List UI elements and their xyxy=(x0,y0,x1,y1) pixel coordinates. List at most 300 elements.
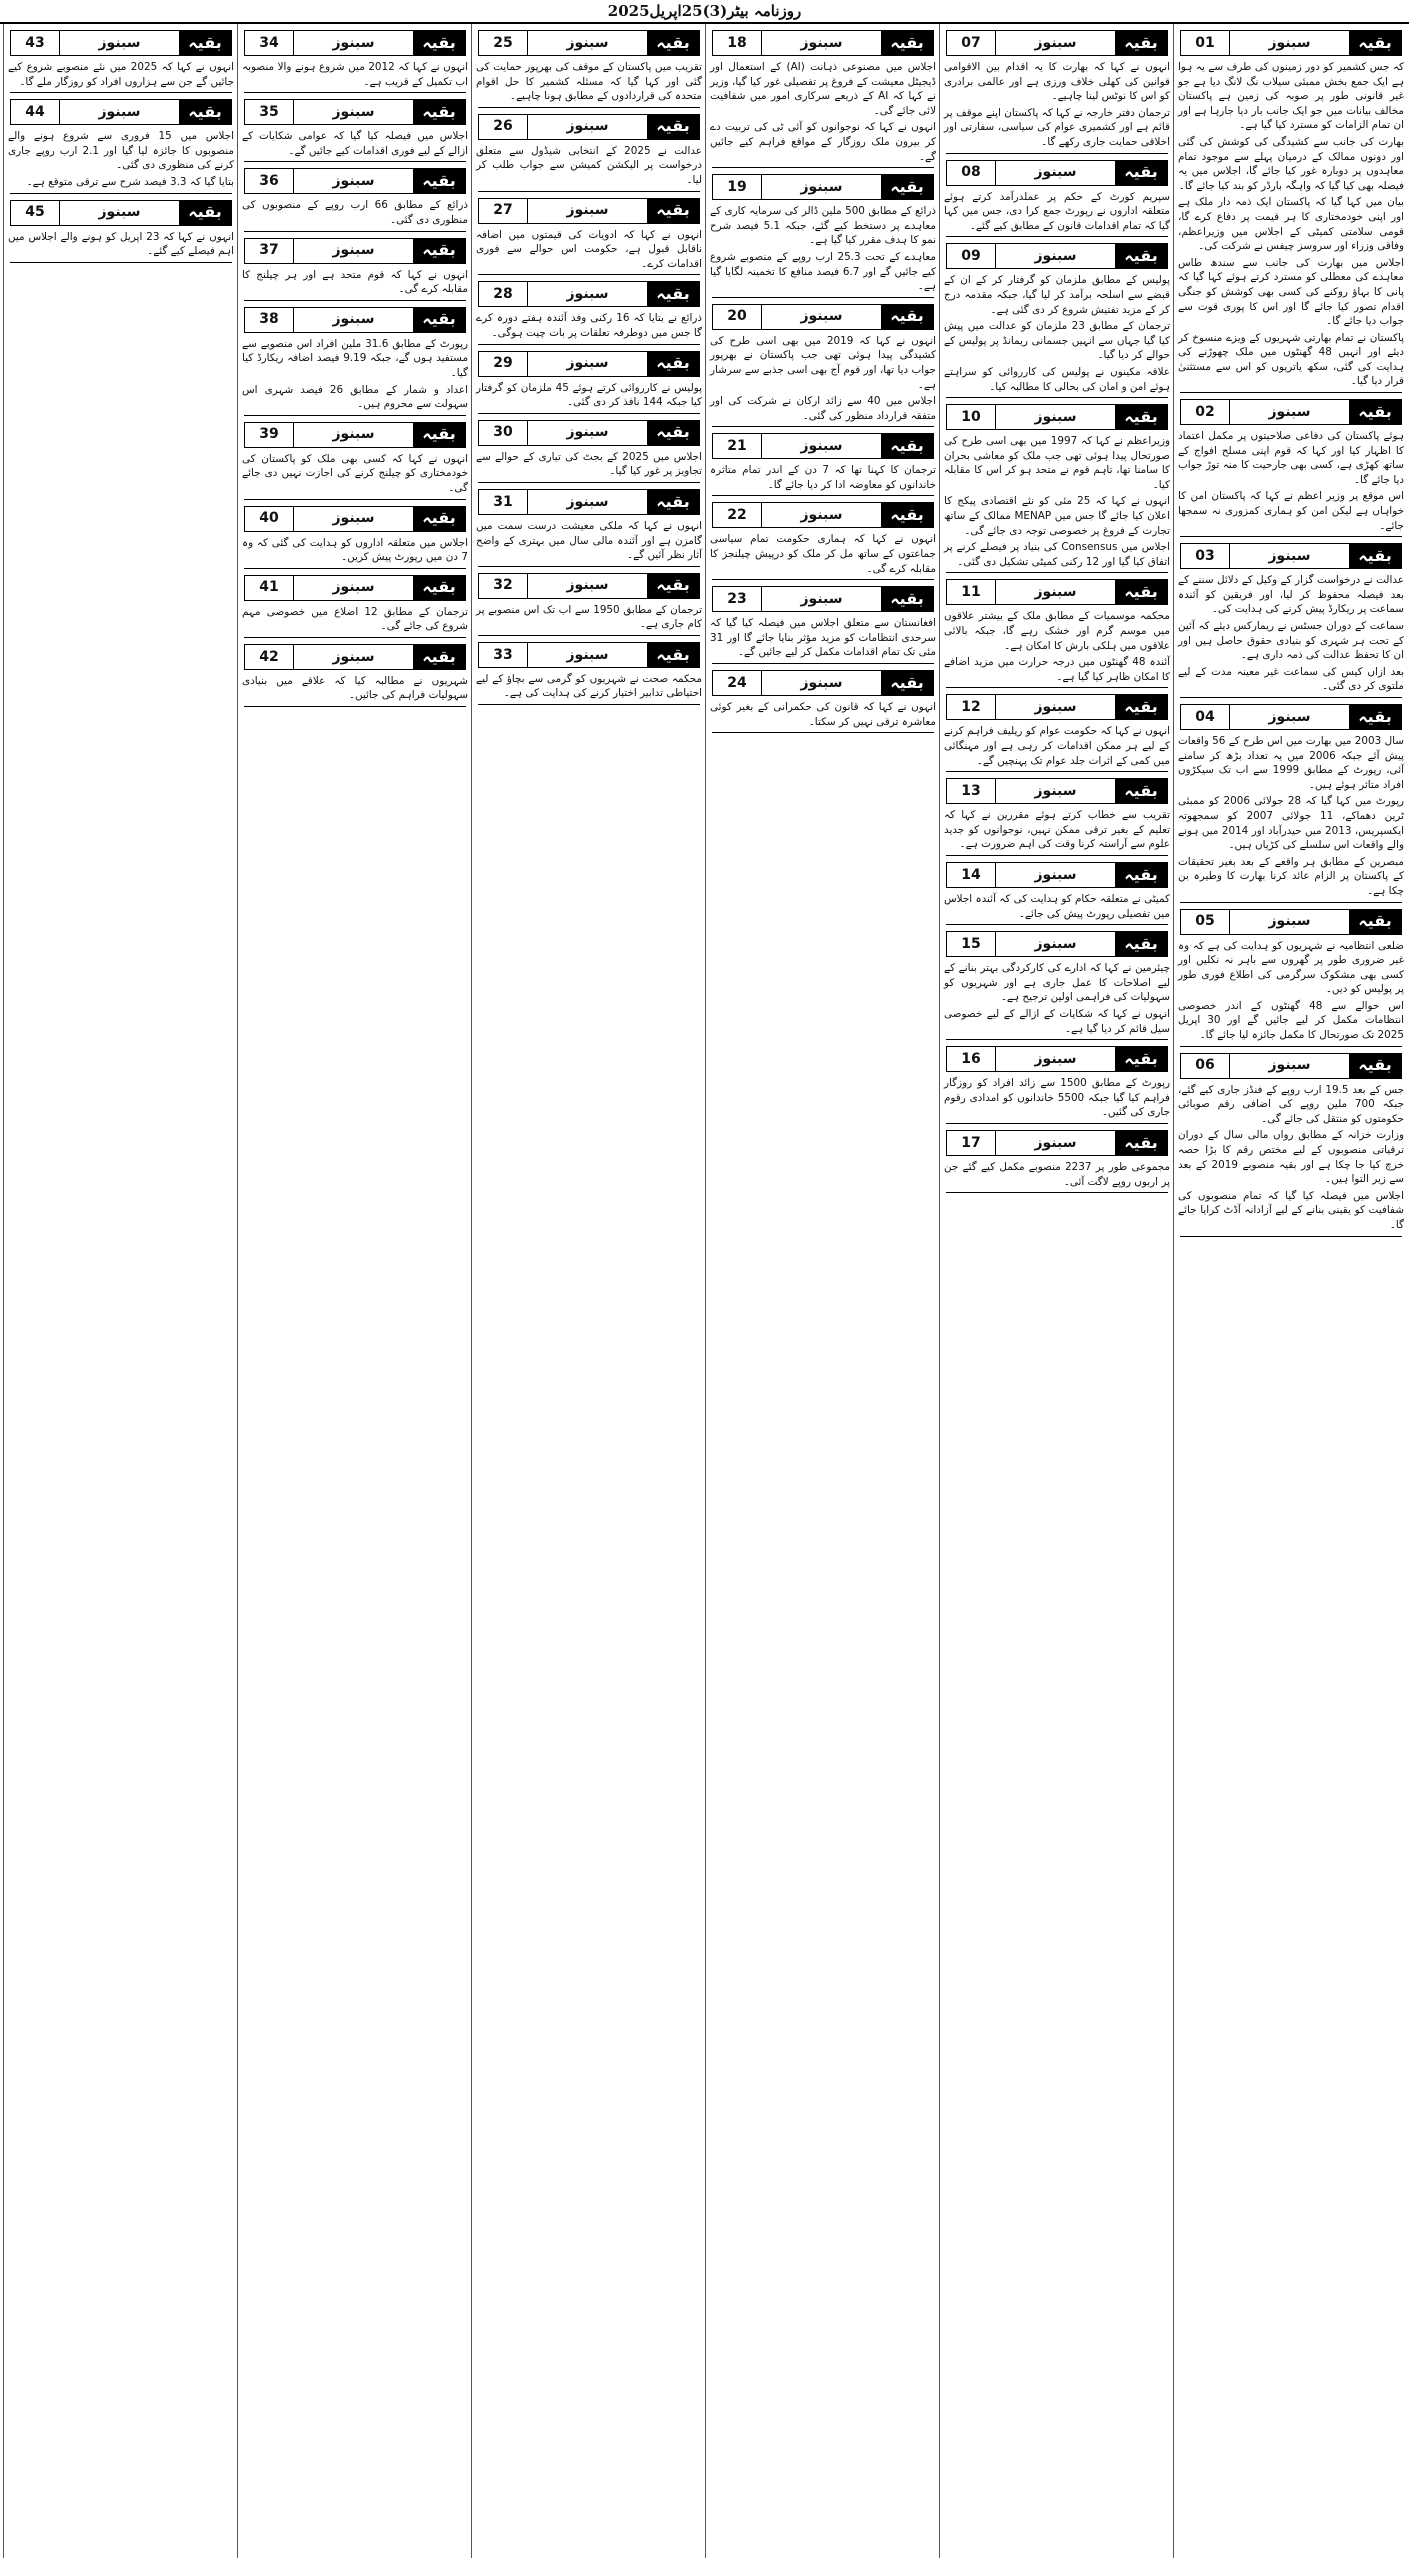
baqiya-header xyxy=(244,422,466,448)
article-paragraph: ہوئے پاکستان کی دفاعی صلاحیتوں پر مکمل اعتماد کا اظہار کیا اور کہا کہ قوم اپنی مسلح افواج کے ساتھ کھڑی ہے، کسی بھی جارحیت کا منہ توڑ جواب دیا جائے گا۔ xyxy=(1178,430,1404,486)
baqiya-header xyxy=(10,200,232,226)
baqiya-header xyxy=(478,489,700,515)
baqiya-number: 18 xyxy=(713,31,762,55)
article-paragraph: ضلعی انتظامیہ نے شہریوں کو ہدایت کی ہے کہ وہ غیر ضروری طور پر گھروں سے باہر نہ نکلیں اور کسی بھی مشکوک سرگرمی کی اطلاع فوری طور پر پولیس کو دیں۔ xyxy=(1178,939,1404,996)
baqiya-label: بقیہ xyxy=(647,421,699,445)
baqiya-header xyxy=(1180,543,1402,569)
article-paragraph: انہوں نے کہا کہ 23 اپریل کو ہونے والے اجلاس میں اہم فیصلے کیے گئے۔ xyxy=(8,230,234,258)
section-label: سبنوز xyxy=(98,103,141,120)
baqiya-header xyxy=(1180,399,1402,425)
article-paragraph: اجلاس میں فیصلہ کیا گیا کہ تمام منصوبوں کی شفافیت کو یقینی بنانے کے لیے آزادانہ آڈٹ کرایا جائے گا۔ xyxy=(1178,1189,1404,1231)
article-paragraph: انہوں نے کہا کہ ہماری حکومت تمام سیاسی جماعتوں کے ساتھ مل کر ملک کو درپیش چیلنجز کا مقابلہ کرے گی۔ xyxy=(710,533,936,575)
baqiya-label: بقیہ xyxy=(1349,1054,1401,1078)
baqiya-header xyxy=(946,931,1168,957)
article-paragraph: اجلاس میں فیصلہ کیا گیا کہ عوامی شکایات کے ازالے کے لیے فوری اقدامات کیے جائیں گے۔ xyxy=(242,130,468,157)
baqiya-number: 21 xyxy=(713,434,762,458)
news-column xyxy=(237,24,472,2558)
baqiya-label: بقیہ xyxy=(413,576,465,600)
baqiya-number: 30 xyxy=(479,421,528,445)
baqiya-label: بقیہ xyxy=(647,490,699,514)
section-divider xyxy=(1180,392,1402,393)
baqiya-number: 20 xyxy=(713,305,762,329)
section-label: سبنوز xyxy=(1034,699,1077,716)
baqiya-number: 28 xyxy=(479,282,528,306)
section-divider xyxy=(946,855,1168,856)
section-divider xyxy=(478,413,700,414)
article-paragraph: انہوں نے کہا کہ 2012 میں شروع ہونے والا منصوبہ اب تکمیل کے قریب ہے۔ xyxy=(242,61,469,88)
article-paragraph: کمیٹی نے متعلقہ حکام کو ہدایت کی کہ آئندہ اجلاس میں تفصیلی رپورٹ پیش کی جائے۔ xyxy=(944,892,1170,920)
article-paragraph: انہوں نے کہا کہ نوجوانوں کو آئی ٹی کی تربیت دے کر بیرون ملک روزگار کے مواقع فراہم کیے جائیں گے۔ xyxy=(710,121,936,163)
article-paragraph: رپورٹ میں کہا گیا کہ 28 جولائی 2006 کو ممبئی ٹرین دھماکے، 11 جولائی 2007 کو سمجھوتہ ایکسپریس، 2013 میں حیدرآباد اور 2014 میں ہونے والے واقعات اس سلسلے کی کڑیاں ہیں۔ xyxy=(1178,795,1405,852)
baqiya-number: 19 xyxy=(713,175,762,199)
article-paragraph: عدالت نے 2025 کے انتخابی شیڈول سے متعلق درخواست پر الیکشن کمیشن سے جواب طلب کر لیا۔ xyxy=(476,144,702,186)
article-paragraph: ترجمان کا کہنا تھا کہ 7 دن کے اندر تمام متاثرہ خاندانوں کو معاوضہ ادا کر دیا جائے گا۔ xyxy=(710,464,936,491)
baqiya-header xyxy=(478,573,700,599)
baqiya-label: بقیہ xyxy=(1115,31,1167,55)
baqiya-header xyxy=(946,30,1168,56)
section-label: سبنوز xyxy=(332,579,375,596)
article-paragraph: اس موقع پر وزیر اعظم نے کہا کہ پاکستان امن کا خواہاں ہے لیکن امن کو ہماری کمزوری نہ سمجھا جائے۔ xyxy=(1178,490,1404,532)
column-text xyxy=(1174,30,1408,1237)
column-text xyxy=(706,30,940,733)
section-label: سبنوز xyxy=(332,426,375,443)
baqiya-number: 04 xyxy=(1181,705,1230,729)
section-label: سبنوز xyxy=(1268,34,1311,51)
article-paragraph: ترجمان کے مطابق 12 اضلاع میں خصوصی مہم شروع کی جائے گی۔ xyxy=(242,605,468,633)
baqiya-header xyxy=(10,30,232,56)
masthead-title: روزنامہ بیٹر(3)25اپریل2025 xyxy=(607,2,802,20)
section-label: سبنوز xyxy=(566,424,609,441)
article-paragraph: انہوں نے کہا کہ کسی بھی ملک کو پاکستان کی خودمختاری کو چیلنج کرنے کی اجازت نہیں دی جائے گی۔ xyxy=(242,452,468,494)
baqiya-number: 09 xyxy=(947,244,996,268)
baqiya-label: بقیہ xyxy=(881,305,933,329)
baqiya-number: 31 xyxy=(479,490,528,514)
baqiya-number: 08 xyxy=(947,161,996,185)
section-divider xyxy=(478,482,700,483)
news-column xyxy=(3,24,238,2558)
section-divider xyxy=(1180,902,1402,903)
baqiya-number: 11 xyxy=(947,580,996,604)
news-column xyxy=(471,24,706,2558)
baqiya-number: 23 xyxy=(713,587,762,611)
baqiya-label: بقیہ xyxy=(413,645,465,669)
article-paragraph: انہوں نے کہا کہ بھارت کا یہ اقدام بین الاقوامی قوانین کی کھلی خلاف ورزی ہے اور عالمی برادری کو اس کا نوٹس لینا چاہیے۔ xyxy=(944,61,1170,103)
baqiya-header xyxy=(478,281,700,307)
section-label: سبنوز xyxy=(1268,403,1311,420)
section-label: سبنوز xyxy=(332,242,375,259)
section-divider xyxy=(478,704,700,705)
section-divider xyxy=(244,706,466,707)
baqiya-header xyxy=(712,30,934,56)
baqiya-label: بقیہ xyxy=(881,503,933,527)
article-paragraph: ترجمان کے مطابق 23 ملزمان کو عدالت میں پیش کیا گیا جہاں سے انہیں جسمانی ریمانڈ پر پولیس کے حوالے کر دیا گیا۔ xyxy=(944,320,1171,362)
section-divider xyxy=(478,566,700,567)
baqiya-header xyxy=(1180,30,1402,56)
article-paragraph: سال 2003 میں بھارت میں اس طرح کے 56 واقعات پیش آئے جبکہ 2006 میں یہ تعداد بڑھ کر سامنے آئی، رپورٹ کے مطابق 1999 سے اب تک سیکڑوں افراد متاثر ہوئے ہیں۔ xyxy=(1178,734,1404,791)
section-label: سبنوز xyxy=(98,204,141,221)
article-paragraph: افغانستان سے متعلق اجلاس میں فیصلہ کیا گیا کہ سرحدی انتظامات کو مزید مؤثر بنایا جائے گا اور 31 مئی تک تمام اقدامات مکمل کر لیے جائیں گے۔ xyxy=(710,617,936,659)
article-paragraph: اجلاس میں بھارت کی جانب سے سندھ طاس معاہدے کی معطلی کو مسترد کرتے ہوئے کہا گیا کہ پانی کا بہاؤ روکنے کی کسی بھی کوشش کو جنگی اقدام تصور کیا جائے گا اور اس کا پوری قوت سے جواب دیا جائے گا۔ xyxy=(1178,256,1404,328)
section-label: سبنوز xyxy=(1034,408,1077,425)
baqiya-number: 33 xyxy=(479,643,528,667)
baqiya-label: بقیہ xyxy=(179,31,231,55)
baqiya-header xyxy=(712,670,934,696)
baqiya-label: بقیہ xyxy=(1349,705,1401,729)
article-paragraph: علاقہ مکینوں نے پولیس کی کارروائی کو سراہتے ہوئے امن و امان کی بحالی کا مطالبہ کیا۔ xyxy=(944,365,1170,393)
article-paragraph: سماعت کے دوران جسٹس نے ریمارکس دیئے کہ آئین کے تحت ہر شہری کو بنیادی حقوق حاصل ہیں اور ان کا تحفظ عدالت کی ذمہ داری ہے۔ xyxy=(1178,620,1404,662)
section-divider xyxy=(946,1123,1168,1124)
section-divider xyxy=(712,167,934,168)
section-label: سبنوز xyxy=(566,286,609,303)
baqiya-number: 40 xyxy=(245,507,294,531)
section-label: سبنوز xyxy=(566,118,609,135)
baqiya-header xyxy=(478,420,700,446)
baqiya-header xyxy=(946,579,1168,605)
baqiya-number: 36 xyxy=(245,169,294,193)
baqiya-label: بقیہ xyxy=(881,671,933,695)
baqiya-header xyxy=(712,502,934,528)
article-paragraph: رپورٹ کے مطابق 1500 سے زائد افراد کو روزگار فراہم کیا گیا جبکہ 5500 خاندانوں کو امدادی رقوم جاری کی گئیں۔ xyxy=(944,1077,1170,1119)
baqiya-header xyxy=(244,99,466,125)
section-label: سبنوز xyxy=(1034,1134,1077,1151)
baqiya-header xyxy=(478,642,700,668)
baqiya-number: 44 xyxy=(11,100,60,124)
article-paragraph: وزارت خزانہ کے مطابق رواں مالی سال کے دوران ترقیاتی منصوبوں کے لیے مختص رقم کا بڑا حصہ خرچ کیا جا چکا ہے اور بقیہ منصوبے 2019 کے بعد سے زیر التوا ہیں۔ xyxy=(1178,1129,1404,1186)
baqiya-label: بقیہ xyxy=(1115,779,1167,803)
baqiya-number: 13 xyxy=(947,779,996,803)
baqiya-header xyxy=(946,862,1168,888)
article-paragraph: پولیس نے کارروائی کرتے ہوئے 45 ملزمان کو گرفتار کیا جبکہ 144 نافذ کر دی گئی۔ xyxy=(476,381,702,409)
baqiya-label: بقیہ xyxy=(881,175,933,199)
baqiya-header xyxy=(478,114,700,140)
baqiya-label: بقیہ xyxy=(179,100,231,124)
section-label: سبنوز xyxy=(1034,584,1077,601)
article-paragraph: وزیراعظم نے کہا کہ 1997 میں بھی اسی طرح کی صورتحال پیدا ہوئی تھی جب ملک کو معاشی بحران کا سامنا تھا، تاہم قوم نے متحد ہو کر اس کا مقابلہ کیا۔ xyxy=(944,435,1170,491)
baqiya-label: بقیہ xyxy=(179,201,231,225)
baqiya-label: بقیہ xyxy=(413,169,465,193)
baqiya-number: 42 xyxy=(245,645,294,669)
baqiya-header xyxy=(1180,704,1402,730)
baqiya-label: بقیہ xyxy=(413,308,465,332)
baqiya-label: بقیہ xyxy=(1349,31,1401,55)
baqiya-number: 37 xyxy=(245,239,294,263)
section-label: سبنوز xyxy=(1268,708,1311,725)
baqiya-label: بقیہ xyxy=(1115,161,1167,185)
baqiya-label: بقیہ xyxy=(647,199,699,223)
article-paragraph: بھارت کی جانب سے کشیدگی کی کوشش کی گئی اور دونوں ممالک کے درمیان پہلے سے موجود تمام معاہدوں پر دوبارہ غور کیا جائے گا، اجلاس میں یہ فیصلہ بھی کیا گیا کہ واہگہ بارڈر کو بند کیا جائے گا۔ xyxy=(1178,135,1404,192)
baqiya-number: 26 xyxy=(479,115,528,139)
baqiya-number: 17 xyxy=(947,1131,996,1155)
column-text xyxy=(940,30,1174,1193)
section-label: سبنوز xyxy=(332,103,375,120)
section-divider xyxy=(244,92,466,93)
article-paragraph: بتایا گیا کہ 3.3 فیصد شرح سے ترقی متوقع ہے۔ xyxy=(26,175,234,188)
section-label: سبنوز xyxy=(566,355,609,372)
section-divider xyxy=(712,732,934,733)
section-label: سبنوز xyxy=(1268,913,1311,930)
article-paragraph: اجلاس میں متعلقہ اداروں کو ہدایت کی گئی کہ وہ 7 دن میں رپورٹ پیش کریں۔ xyxy=(242,536,468,564)
baqiya-label: بقیہ xyxy=(413,507,465,531)
baqiya-label: بقیہ xyxy=(647,31,699,55)
baqiya-label: بقیہ xyxy=(413,100,465,124)
article-paragraph: انہوں نے کہا کہ 2025 میں نئے منصوبے شروع کیے جائیں گے جن سے ہزاروں افراد کو روزگار ملے گا۔ xyxy=(8,61,234,88)
section-divider xyxy=(478,344,700,345)
article-paragraph: انہوں نے کہا کہ شکایات کے ازالے کے لیے خصوصی سیل قائم کر دیا گیا ہے۔ xyxy=(944,1007,1170,1035)
baqiya-header xyxy=(478,198,700,224)
baqiya-number: 43 xyxy=(11,31,60,55)
section-divider xyxy=(244,568,466,569)
section-label: سبنوز xyxy=(1268,1057,1311,1074)
section-divider xyxy=(712,579,934,580)
section-divider xyxy=(946,572,1168,573)
baqiya-number: 12 xyxy=(947,695,996,719)
baqiya-number: 10 xyxy=(947,405,996,429)
section-divider xyxy=(946,1039,1168,1040)
baqiya-label: بقیہ xyxy=(1115,244,1167,268)
article-paragraph: سپریم کورٹ کے حکم پر عملدرآمد کرتے ہوئے متعلقہ اداروں نے رپورٹ جمع کرا دی، جس میں کہا گیا کہ تمام اقدامات قانون کے مطابق کیے گئے۔ xyxy=(944,190,1170,232)
baqiya-header xyxy=(712,433,934,459)
column-text xyxy=(238,30,472,707)
baqiya-header xyxy=(946,160,1168,186)
article-paragraph: محکمہ موسمیات کے مطابق ملک کے بیشتر علاقوں میں موسم گرم اور خشک رہے گا، جبکہ بالائی علاقوں میں ہلکی بارش کا امکان ہے۔ xyxy=(944,610,1170,652)
baqiya-label: بقیہ xyxy=(413,31,465,55)
section-label: سبنوز xyxy=(800,590,843,607)
section-divider xyxy=(10,262,232,263)
section-divider xyxy=(478,107,700,108)
baqiya-number: 15 xyxy=(947,932,996,956)
baqiya-label: بقیہ xyxy=(1115,863,1167,887)
section-divider xyxy=(1180,1046,1402,1047)
article-paragraph: چیئرمین نے کہا کہ ادارے کی کارکردگی بہتر بنانے کے لیے اصلاحات کا عمل جاری ہے اور شہریوں کو سہولیات کی فراہمی اولین ترجیح ہے۔ xyxy=(944,962,1170,1004)
section-label: سبنوز xyxy=(800,34,843,51)
article-paragraph: بیان میں کہا گیا کہ پاکستان ایک ذمہ دار ملک ہے اور اپنی خودمختاری کا ہر قیمت پر دفاع کرے گا، قومی سلامتی کمیٹی کے اجلاس میں وزیراعظم، وفاقی وزراء اور سروسز چیفس نے شرکت کی۔ xyxy=(1178,196,1404,253)
baqiya-header xyxy=(478,30,700,56)
baqiya-label: بقیہ xyxy=(1115,695,1167,719)
section-divider xyxy=(1180,1236,1402,1237)
baqiya-label: بقیہ xyxy=(1115,405,1167,429)
baqiya-header xyxy=(946,1046,1168,1072)
section-divider xyxy=(478,274,700,275)
section-divider xyxy=(478,191,700,192)
baqiya-label: بقیہ xyxy=(413,239,465,263)
baqiya-number: 41 xyxy=(245,576,294,600)
section-label: سبنوز xyxy=(332,34,375,51)
article-paragraph: جس کے بعد 19.5 ارب روپے کے فنڈز جاری کیے گئے، جبکہ 700 ملین روپے کی اضافی رقم صوبائی حکومتوں کو منتقل کی جائے گی۔ xyxy=(1178,1083,1404,1125)
article-paragraph: ذرائع نے بتایا کہ 16 رکنی وفد آئندہ ہفتے دورہ کرے گا جس میں دوطرفہ تعلقات پر بات چیت ہوگی۔ xyxy=(476,312,703,339)
section-divider xyxy=(712,426,934,427)
baqiya-header xyxy=(712,586,934,612)
baqiya-label: بقیہ xyxy=(413,423,465,447)
baqiya-label: بقیہ xyxy=(647,643,699,667)
column-text xyxy=(472,30,706,705)
baqiya-header xyxy=(712,174,934,200)
article-paragraph: اس حوالے سے 48 گھنٹوں کے اندر خصوصی انتظامات مکمل کر لیے جائیں گے اور 30 اپریل 2025 تک صورتحال کا مکمل جائزہ لیا جائے گا۔ xyxy=(1178,999,1404,1042)
baqiya-number: 06 xyxy=(1181,1054,1230,1078)
baqiya-header xyxy=(244,506,466,532)
section-divider xyxy=(244,415,466,416)
section-divider xyxy=(946,397,1168,398)
article-paragraph: مجموعی طور پر 2237 منصوبے مکمل کیے گئے جن پر اربوں روپے لاگت آئی۔ xyxy=(944,1160,1170,1188)
article-paragraph: انہوں نے کہا کہ حکومت عوام کو ریلیف فراہم کرنے کے لیے ہر ممکن اقدامات کر رہی ہے اور مہنگائی میں کمی کے اثرات جلد عوام تک پہنچیں گے۔ xyxy=(944,725,1170,767)
section-label: سبنوز xyxy=(566,646,609,663)
baqiya-number: 07 xyxy=(947,31,996,55)
article-paragraph: عدالت نے درخواست گزار کے وکیل کے دلائل سننے کے بعد فیصلہ محفوظ کر لیا، اور فریقین کو آئندہ سماعت پر ریکارڈ پیش کرنے کی ہدایت کی۔ xyxy=(1178,574,1404,616)
article-paragraph: اجلاس میں 40 سے زائد ارکان نے شرکت کی اور متفقہ قرارداد منظور کی گئی۔ xyxy=(710,395,936,422)
baqiya-number: 35 xyxy=(245,100,294,124)
baqiya-number: 27 xyxy=(479,199,528,223)
baqiya-number: 05 xyxy=(1181,910,1230,934)
section-label: سبنوز xyxy=(800,308,843,325)
baqiya-number: 14 xyxy=(947,863,996,887)
article-paragraph: انہوں نے کہا کہ قوم متحد ہے اور ہر چیلنج کا مقابلہ کرے گی۔ xyxy=(242,268,468,296)
baqiya-header xyxy=(244,30,466,56)
baqiya-header xyxy=(946,694,1168,720)
section-divider xyxy=(244,161,466,162)
article-paragraph: کہ جس کشمیر کو دور زمینوں کی طرف سے یہ ہوا ہے ایک جمع بخش ممبئی سیلاب نگ لانگ دیا ہے جو غیر قانونی طور پر صوبہ کی زمین ہے پاکستان مخالف بیانات میں جو ایک جانب بار دیا جارہا ہے اور ان تمام الزامات کو مسترد کیا گیا ہے۔ xyxy=(1178,61,1404,132)
baqiya-header xyxy=(1180,909,1402,935)
baqiya-number: 25 xyxy=(479,31,528,55)
baqiya-header xyxy=(1180,1053,1402,1079)
article-paragraph: انہوں نے کہا کہ ادویات کی قیمتوں میں اضافہ ناقابل قبول ہے، حکومت اس حوالے سے فوری اقدامات کرے۔ xyxy=(476,228,702,270)
section-divider xyxy=(478,635,700,636)
baqiya-number: 03 xyxy=(1181,544,1230,568)
baqiya-number: 34 xyxy=(245,31,294,55)
section-label: سبنوز xyxy=(800,437,843,454)
article-paragraph: تقریب میں پاکستان کے موقف کی بھرپور حمایت کی گئی اور کہا گیا کہ مسئلہ کشمیر کا حل اقوام متحدہ کی قراردادوں کے مطابق ہونا چاہیے۔ xyxy=(476,61,702,103)
section-label: سبنوز xyxy=(1034,34,1077,51)
article-paragraph: انہوں نے کہا کہ 2019 میں بھی اسی طرح کی کشیدگی پیدا ہوئی تھی جب پاکستان نے بھرپور جواب دیا تھا، اور قوم آج بھی اسی جذبے سے سرشار ہے۔ xyxy=(710,334,936,391)
section-label: سبنوز xyxy=(566,202,609,219)
section-label: سبنوز xyxy=(1034,935,1077,952)
baqiya-label: بقیہ xyxy=(881,434,933,458)
section-divider xyxy=(946,153,1168,154)
section-label: سبنوز xyxy=(566,34,609,51)
news-column xyxy=(705,24,940,2558)
baqiya-number: 16 xyxy=(947,1047,996,1071)
section-label: سبنوز xyxy=(1034,782,1077,799)
section-divider xyxy=(244,499,466,500)
section-label: سبنوز xyxy=(566,493,609,510)
article-paragraph: اجلاس میں Consensus کی بنیاد پر فیصلے کرنے پر اتفاق کیا گیا اور 12 رکنی کمیٹی تشکیل دی گئی۔ xyxy=(944,541,1170,568)
news-column xyxy=(1173,24,1408,2558)
section-label: سبنوز xyxy=(1268,547,1311,564)
baqiya-label: بقیہ xyxy=(647,115,699,139)
section-divider xyxy=(712,495,934,496)
section-label: سبنوز xyxy=(332,311,375,328)
article-paragraph: تقریب سے خطاب کرتے ہوئے مقررین نے کہا کہ تعلیم کے بغیر ترقی ممکن نہیں، نوجوانوں کو جدید علوم سے آراستہ کرنا وقت کی اہم ضرورت ہے۔ xyxy=(944,809,1170,851)
section-divider xyxy=(1180,697,1402,698)
baqiya-label: بقیہ xyxy=(647,574,699,598)
article-paragraph: بعد ازاں کیس کی سماعت غیر معینہ مدت کے لیے ملتوی کر دی گئی۔ xyxy=(1178,665,1404,693)
article-paragraph: ذرائع کے مطابق 66 ارب روپے کے منصوبوں کی منظوری دی گئی۔ xyxy=(242,199,468,226)
section-label: سبنوز xyxy=(98,34,141,51)
baqiya-label: بقیہ xyxy=(1115,932,1167,956)
baqiya-label: بقیہ xyxy=(1349,400,1401,424)
baqiya-header xyxy=(244,575,466,601)
section-divider xyxy=(946,771,1168,772)
newspaper-page xyxy=(2,24,1407,2558)
section-label: سبنوز xyxy=(1034,1050,1077,1067)
baqiya-number: 24 xyxy=(713,671,762,695)
news-column xyxy=(939,24,1174,2558)
masthead xyxy=(0,0,1409,24)
baqiya-number: 02 xyxy=(1181,400,1230,424)
article-paragraph: اعداد و شمار کے مطابق 26 فیصد شہری اس سہولت سے محروم ہیں۔ xyxy=(242,383,468,411)
baqiya-header xyxy=(946,778,1168,804)
baqiya-label: بقیہ xyxy=(647,282,699,306)
baqiya-header xyxy=(244,238,466,264)
article-paragraph: ذرائع کے مطابق 500 ملین ڈالر کی سرمایہ کاری کے معاہدے پر دستخط کیے گئے، جبکہ 5.1 فیصد شرح نمو کا ہدف مقرر کیا گیا ہے۔ xyxy=(710,205,936,247)
section-label: سبنوز xyxy=(1034,248,1077,265)
baqiya-header xyxy=(10,99,232,125)
baqiya-number: 22 xyxy=(713,503,762,527)
baqiya-label: بقیہ xyxy=(1349,910,1401,934)
baqiya-header xyxy=(244,644,466,670)
section-label: سبنوز xyxy=(1034,866,1077,883)
section-label: سبنوز xyxy=(332,173,375,190)
section-divider xyxy=(712,663,934,664)
article-paragraph: انہوں نے کہا کہ 25 مئی کو نئے اقتصادی پیکج کا اعلان کیا جائے گا جس میں MENAP ممالک کے ساتھ تجارت کے فروغ پر خصوصی توجہ دی جائے گی۔ xyxy=(944,495,1171,537)
baqiya-label: بقیہ xyxy=(1349,544,1401,568)
section-label: سبنوز xyxy=(800,674,843,691)
baqiya-label: بقیہ xyxy=(881,587,933,611)
baqiya-label: بقیہ xyxy=(881,31,933,55)
article-paragraph: شہریوں نے مطالبہ کیا کہ علاقے میں بنیادی سہولیات فراہم کی جائیں۔ xyxy=(242,674,468,702)
baqiya-number: 38 xyxy=(245,308,294,332)
section-divider xyxy=(946,1192,1168,1193)
baqiya-label: بقیہ xyxy=(647,352,699,376)
baqiya-label: بقیہ xyxy=(1115,1131,1167,1155)
article-paragraph: انہوں نے کہا کہ ملکی معیشت درست سمت میں گامزن ہے اور آئندہ مالی سال میں بہتری کے واضح آثار نظر آئیں گے۔ xyxy=(476,519,702,562)
section-label: سبنوز xyxy=(1034,164,1077,181)
baqiya-number: 45 xyxy=(11,201,60,225)
baqiya-header xyxy=(478,351,700,377)
section-label: سبنوز xyxy=(566,577,609,594)
section-divider xyxy=(946,236,1168,237)
article-paragraph: ترجمان کے مطابق 1950 سے اب تک اس منصوبے پر کام جاری ہے۔ xyxy=(476,603,702,631)
baqiya-header xyxy=(244,168,466,194)
section-label: سبنوز xyxy=(800,178,843,195)
section-divider xyxy=(946,924,1168,925)
baqiya-number: 29 xyxy=(479,352,528,376)
article-paragraph: مبصرین کے مطابق ہر واقعے کے بعد بغیر تحقیقات کے پاکستان پر الزام عائد کرنا بھارت کا وطیرہ بن چکا ہے۔ xyxy=(1178,855,1404,897)
baqiya-number: 39 xyxy=(245,423,294,447)
article-paragraph: محکمہ صحت نے شہریوں کو گرمی سے بچاؤ کے لیے احتیاطی تدابیر اختیار کرنے کی ہدایت کی ہے۔ xyxy=(476,672,702,700)
section-divider xyxy=(244,231,466,232)
article-paragraph: اجلاس میں 2025 کے بجٹ کی تیاری کے حوالے سے تجاویز پر غور کیا گیا۔ xyxy=(476,450,702,478)
baqiya-header xyxy=(946,1130,1168,1156)
section-label: سبنوز xyxy=(332,648,375,665)
baqiya-header xyxy=(712,304,934,330)
baqiya-number: 01 xyxy=(1181,31,1230,55)
article-paragraph: معاہدے کے تحت 25.3 ارب روپے کے منصوبے شروع کیے جائیں گے اور 6.7 فیصد منافع کا تخمینہ لگایا گیا ہے۔ xyxy=(710,250,937,293)
article-paragraph: رپورٹ کے مطابق 31.6 ملین افراد اس منصوبے سے مستفید ہوں گے، جبکہ 9.19 فیصد اضافہ ریکارڈ کیا گیا۔ xyxy=(242,337,469,379)
section-label: سبنوز xyxy=(800,507,843,524)
article-paragraph: پاکستان نے تمام بھارتی شہریوں کے ویزے منسوخ کر دیئے اور انہیں 48 گھنٹوں میں ملک چھوڑنے کی ہدایت کی گئی، سکھ یاتریوں کو اس سے مستثنیٰ قرار دیا گیا۔ xyxy=(1178,331,1404,388)
article-paragraph: آئندہ 48 گھنٹوں میں درجہ حرارت میں مزید اضافے کا امکان ظاہر کیا گیا ہے۔ xyxy=(944,656,1171,683)
baqiya-label: بقیہ xyxy=(1115,580,1167,604)
section-divider xyxy=(10,193,232,194)
baqiya-header xyxy=(946,243,1168,269)
section-divider xyxy=(1180,536,1402,537)
baqiya-number: 32 xyxy=(479,574,528,598)
section-divider xyxy=(10,92,232,93)
section-divider xyxy=(946,687,1168,688)
baqiya-label: بقیہ xyxy=(1115,1047,1167,1071)
baqiya-header xyxy=(946,404,1168,430)
section-label: سبنوز xyxy=(332,510,375,527)
article-paragraph: ترجمان دفتر خارجہ نے کہا کہ پاکستان اپنے موقف پر قائم ہے اور کشمیری عوام کی سیاسی، سفارتی اور اخلاقی حمایت جاری رکھے گا۔ xyxy=(944,106,1170,148)
